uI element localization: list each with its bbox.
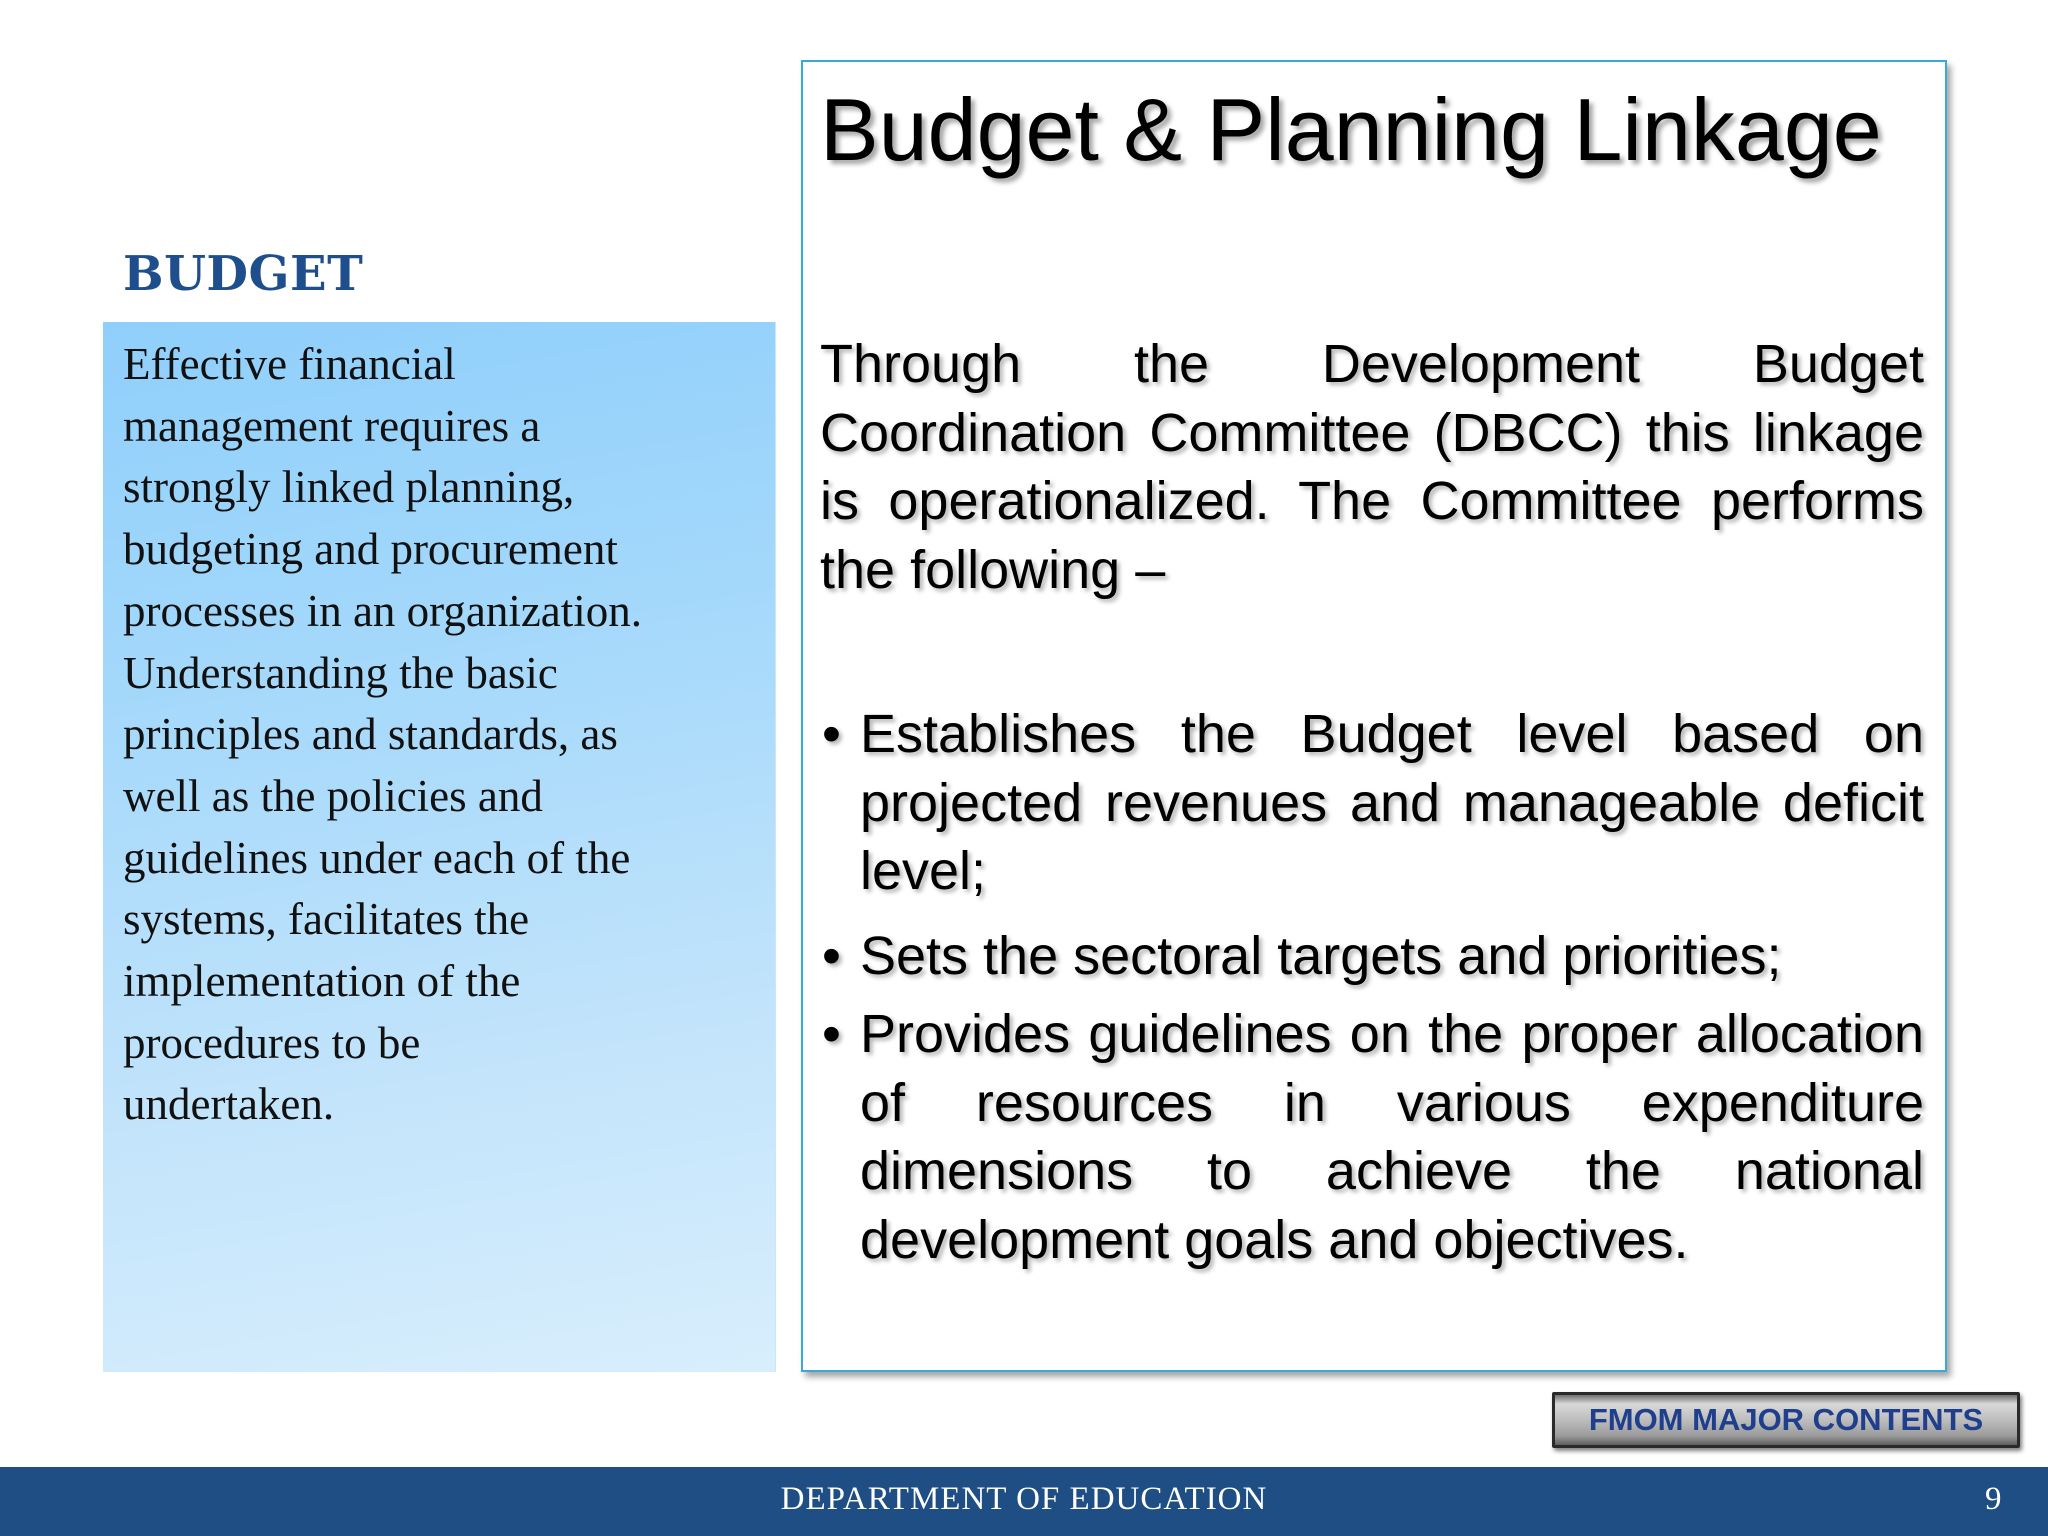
left-body-text xyxy=(123,334,773,1136)
body-line: undertaken. xyxy=(123,1079,335,1130)
footer-department: DEPARTMENT OF EDUCATION xyxy=(780,1481,1268,1517)
body-line: procedures to be xyxy=(123,1017,421,1068)
slide-title: Budget & Planning Linkage xyxy=(820,80,1882,179)
body-line: budgeting and procurement xyxy=(123,524,618,575)
body-line: well as the policies and xyxy=(123,770,543,821)
bullet-item: • Sets the sectoral targets and priorities; xyxy=(820,922,1924,991)
bullet-item: • Provides guidelines on the proper allocation of resources in various expenditure dimensions to achieve the national development goals and objectives. xyxy=(820,1000,1924,1274)
body-line: management requires a xyxy=(123,400,541,451)
fmom-major-contents-button[interactable]: FMOM MAJOR CONTENTS xyxy=(1552,1392,2020,1448)
bullet-item: • Establishes the Budget level based on projected revenues and manageable deficit level; xyxy=(820,700,1924,906)
body-line: guidelines under each of the xyxy=(123,832,631,883)
body-line: strongly linked planning, xyxy=(123,462,575,513)
bullet-list xyxy=(820,700,1924,1290)
body-line: Effective financial xyxy=(123,339,456,389)
page-number: 9 xyxy=(1985,1481,2002,1517)
body-line: Understanding the basic xyxy=(123,647,558,698)
body-line: implementation of the xyxy=(123,956,521,1007)
body-line: processes in an organization. xyxy=(123,585,643,636)
body-line: principles and standards, as xyxy=(123,709,618,760)
intro-paragraph: Through the Development Budget Coordination Committee (DBCC) this linkage is operationalized. The Committee performs the following – xyxy=(820,334,1924,600)
left-section-title: BUDGET xyxy=(123,246,364,302)
body-line: systems, facilitates the xyxy=(123,894,530,945)
